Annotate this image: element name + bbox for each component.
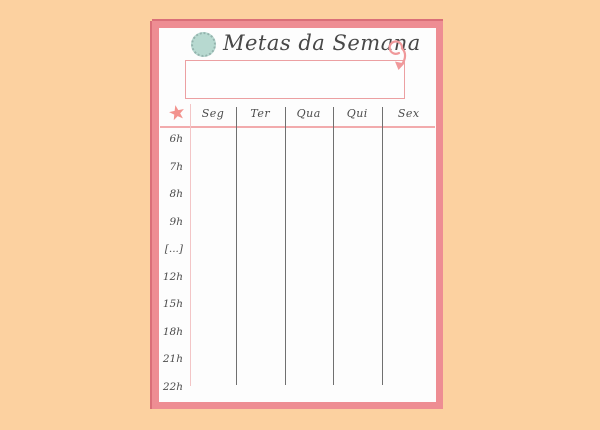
hour-label: 12h <box>162 270 183 283</box>
hour-label: 18h <box>162 325 183 338</box>
planner-card <box>152 21 443 409</box>
planner-card-inner <box>159 28 436 402</box>
hour-label: 21h <box>162 353 183 366</box>
hour-label: 22h <box>162 380 183 393</box>
day-header-seg: Seg <box>201 107 225 120</box>
day-header-row <box>190 106 436 122</box>
hour-label: 9h <box>169 215 183 228</box>
hour-label: 7h <box>169 160 183 173</box>
page-title: Metas da Semana <box>223 31 421 55</box>
time-column-divider <box>190 104 191 386</box>
hour-label: 15h <box>162 298 183 311</box>
day-header-sex: Sex <box>397 107 420 120</box>
weekly-goals-box <box>185 60 405 99</box>
hour-label: 6h <box>169 133 183 145</box>
column-divider <box>333 107 334 385</box>
hours-column <box>159 132 183 394</box>
dotted-circle-icon <box>191 32 216 57</box>
column-divider <box>285 107 286 385</box>
star-icon <box>169 105 185 121</box>
column-divider <box>236 107 237 385</box>
hour-label: 8h <box>169 188 183 201</box>
column-divider <box>382 107 383 385</box>
day-header-qui: Qui <box>346 107 368 120</box>
curly-arrow-icon <box>378 39 412 87</box>
header-divider-line <box>160 126 435 128</box>
day-header-ter: Ter <box>250 107 271 120</box>
day-header-qua: Qua <box>296 107 321 120</box>
hour-label: [...] <box>164 243 183 256</box>
